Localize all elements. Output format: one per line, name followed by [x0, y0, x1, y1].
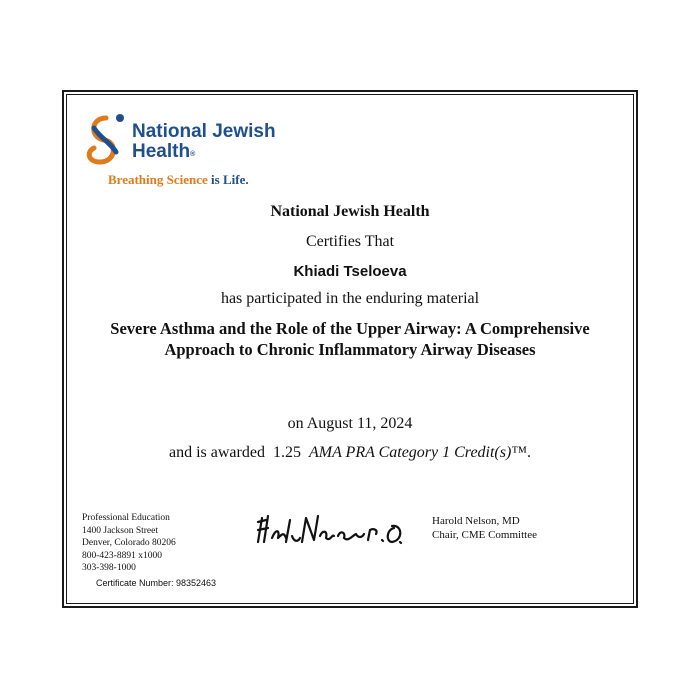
completion-date: on August 11, 2024 — [287, 415, 413, 432]
address-line: Professional Education — [82, 513, 170, 523]
award-prefix: and is awarded 1.25 — [169, 444, 309, 461]
address-line: Denver, Colorado 80206 — [82, 538, 176, 548]
logo-wordmark — [132, 122, 276, 162]
handwritten-signature — [252, 508, 410, 548]
address-line: 303-398-1000 — [82, 563, 136, 573]
course-title: Severe Asthma and the Role of the Upper Airway: A Comprehensive Approach to Chronic Inflammatory Airway Diseases — [110, 319, 590, 359]
signer-name: Harold Nelson, MD — [432, 515, 520, 527]
signer-title: Chair, CME Committee — [432, 529, 537, 541]
certificate-number: Certificate Number: 98352463 — [96, 578, 217, 588]
ribbon-figure-icon — [80, 110, 132, 168]
tagline-part1: Breathing Science — [108, 172, 208, 187]
award-category: AMA PRA Category 1 Credit(s) — [308, 444, 512, 461]
address-line: 800-423-8891 x1000 — [82, 550, 162, 561]
logo-tagline — [108, 172, 249, 188]
credit-award — [0, 444, 700, 462]
tagline-part2: is Life. — [211, 172, 249, 187]
logo-name-line2: Health — [132, 141, 191, 162]
logo-name-line1: National Jewish — [132, 121, 276, 142]
mailing-address — [82, 512, 176, 575]
national-jewish-health-logo — [80, 108, 320, 188]
organization-name: National Jewish Health — [270, 203, 430, 220]
recipient-name: Khiadi Tseloeva — [293, 263, 407, 280]
address-line: 1400 Jackson Street — [82, 525, 158, 536]
signer-block — [432, 514, 537, 542]
registered-mark: ® — [190, 151, 196, 158]
participation-statement: has participated in the enduring material — [220, 290, 480, 307]
certifies-that: Certifies That — [305, 233, 395, 250]
award-suffix: ™. — [511, 444, 531, 461]
